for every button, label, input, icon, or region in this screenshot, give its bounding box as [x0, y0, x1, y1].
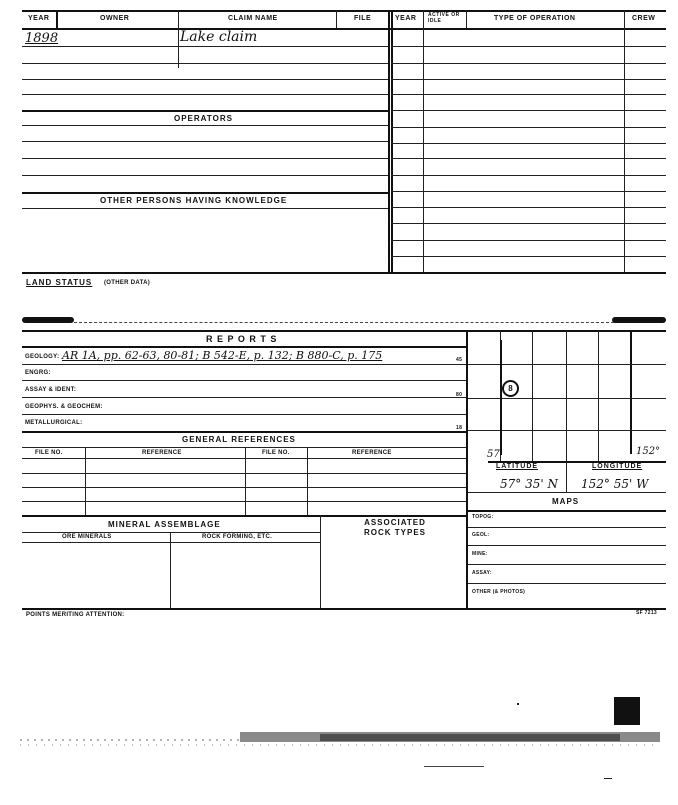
- maps-geol-label: GEOL:: [472, 532, 490, 538]
- latitude-label: LATITUDE: [496, 463, 539, 470]
- maps-mine-label: MINE:: [472, 551, 488, 557]
- associated-rock-types-heading: ASSOCIATED ROCK TYPES: [363, 518, 426, 537]
- claim-year: 1898: [25, 31, 59, 46]
- claim-name-header: CLAIM NAME: [228, 15, 278, 22]
- scan-smudge-left: [22, 317, 74, 323]
- latitude-value: 57° 35' N: [500, 477, 558, 491]
- general-references-heading: GENERAL REFERENCES: [182, 435, 296, 444]
- scan-speck: [604, 778, 612, 779]
- assay-code: 80: [456, 392, 463, 398]
- scan-smudge-right: [612, 317, 666, 323]
- scan-noise-band: [20, 728, 666, 750]
- geology-code: 45: [456, 357, 463, 363]
- mineral-assemblage-heading: MINERAL ASSEMBLAGE: [108, 520, 221, 529]
- metallurgical-label: METALLURGICAL:: [25, 420, 83, 426]
- operators-heading: OPERATORS: [174, 114, 233, 123]
- points-meriting-attention-label: POINTS MERITING ATTENTION:: [26, 612, 125, 618]
- geology-value: AR 1A, pp. 62-63, 80-81; B 542-E, p. 132; B 880-C, p. 175: [62, 349, 383, 362]
- land-status-heading: LAND STATUS: [26, 278, 93, 287]
- reports-heading: R E P O R T S: [206, 334, 278, 344]
- ref-file-no-header: FILE NO.: [35, 450, 63, 456]
- scan-dark-block: [614, 697, 640, 725]
- longitude-label: LONGITUDE: [592, 463, 643, 470]
- mine-marker-label: 8: [508, 384, 513, 393]
- form-number: SF 7213: [636, 610, 658, 616]
- engrg-label: ENGRG:: [25, 370, 51, 376]
- metallurgical-code: 18: [456, 425, 463, 431]
- ref-reference-header: REFERENCE: [142, 450, 182, 456]
- ore-minerals-header: ORE MINERALS: [62, 534, 112, 540]
- maps-assay-label: ASSAY:: [472, 570, 492, 576]
- grid-corner-right: 152°: [636, 446, 661, 457]
- ref-reference2-header: REFERENCE: [352, 450, 392, 456]
- maps-other-label: OTHER (& PHOTOS): [472, 589, 526, 595]
- maps-topog-label: TOPOG:: [472, 514, 494, 520]
- ref-file-no2-header: FILE NO.: [262, 450, 290, 456]
- geology-label: GEOLOGY:: [25, 354, 60, 360]
- mine-location-marker: [502, 380, 519, 397]
- land-status-subheading: (OTHER DATA): [104, 280, 151, 286]
- claim-name: Lake claim: [180, 29, 258, 45]
- geophys-label: GEOPHYS. & GEOCHEM:: [25, 404, 103, 410]
- maps-heading: MAPS: [552, 497, 580, 506]
- scan-speck: [517, 703, 519, 705]
- active-idle-header: ACTIVE OR IDLE: [428, 12, 460, 24]
- year2-header: YEAR: [395, 15, 417, 22]
- file-header: FILE: [354, 15, 372, 22]
- type-of-operation-header: TYPE OF OPERATION: [494, 15, 576, 22]
- crew-header: CREW: [632, 15, 656, 22]
- assay-label: ASSAY & IDENT:: [25, 387, 77, 393]
- grid-corner-left: 57: [487, 449, 500, 460]
- rock-forming-header: ROCK FORMING, ETC.: [202, 534, 273, 540]
- owner-header: OWNER: [100, 15, 130, 22]
- year-header: YEAR: [28, 15, 50, 22]
- longitude-value: 152° 55' W: [581, 477, 649, 491]
- other-persons-heading: OTHER PERSONS HAVING KNOWLEDGE: [100, 196, 288, 205]
